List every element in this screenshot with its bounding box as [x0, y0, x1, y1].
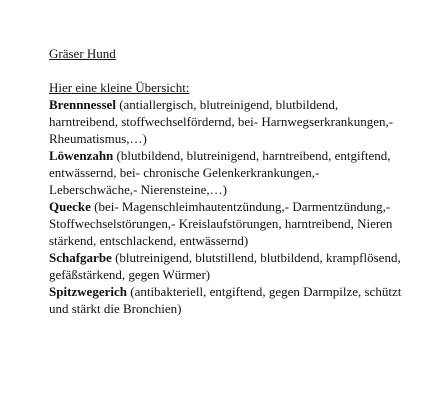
entry-text: (antibakteriell, entgiftend, gegen Darmpilze, schützt und stärkt die Bronchien)	[49, 284, 402, 316]
entry-name: Quecke	[49, 199, 91, 214]
blank-line	[49, 62, 413, 79]
intro-heading: Hier eine kleine Übersicht:	[49, 80, 190, 95]
entry-name: Löwenzahn	[49, 148, 114, 163]
entry-text: (antiallergisch, blutreinigend, blutbildend, harntreibend, stoffwechselfördernd, bei- Harnwegserkrankungen,- Rheumatismus,…)	[49, 97, 394, 146]
entry-schafgarbe	[49, 249, 409, 283]
entry-loewenzahn	[49, 147, 409, 198]
entry-text: (blutreinigend, blutstillend, blutbildend, krampflösend, gefäßstärkend, gegen Würmer)	[49, 250, 401, 282]
entry-text: (bei- Magenschleimhautentzündung,- Darmentzündung,- Stoffwechselstörungen,- Kreislaufstörungen, harntreibend, Nieren stärkend, entschlackend, entwässernd)	[49, 199, 393, 248]
entry-spitzwegerich	[49, 283, 409, 317]
entry-name: Brennnessel	[49, 97, 116, 112]
document-title: Gräser Hund	[49, 46, 116, 61]
entry-name: Spitzwegerich	[49, 284, 127, 299]
entry-text: (blutbildend, blutreinigend, harntreibend, entgiftend, entwässernd, bei- chronische Gelenkerkrankungen,- Leberschwäche,- Nierensteine,…)	[49, 148, 391, 197]
entry-name: Schafgarbe	[49, 250, 112, 265]
entry-quecke	[49, 198, 409, 249]
entry-brennnessel	[49, 96, 409, 147]
